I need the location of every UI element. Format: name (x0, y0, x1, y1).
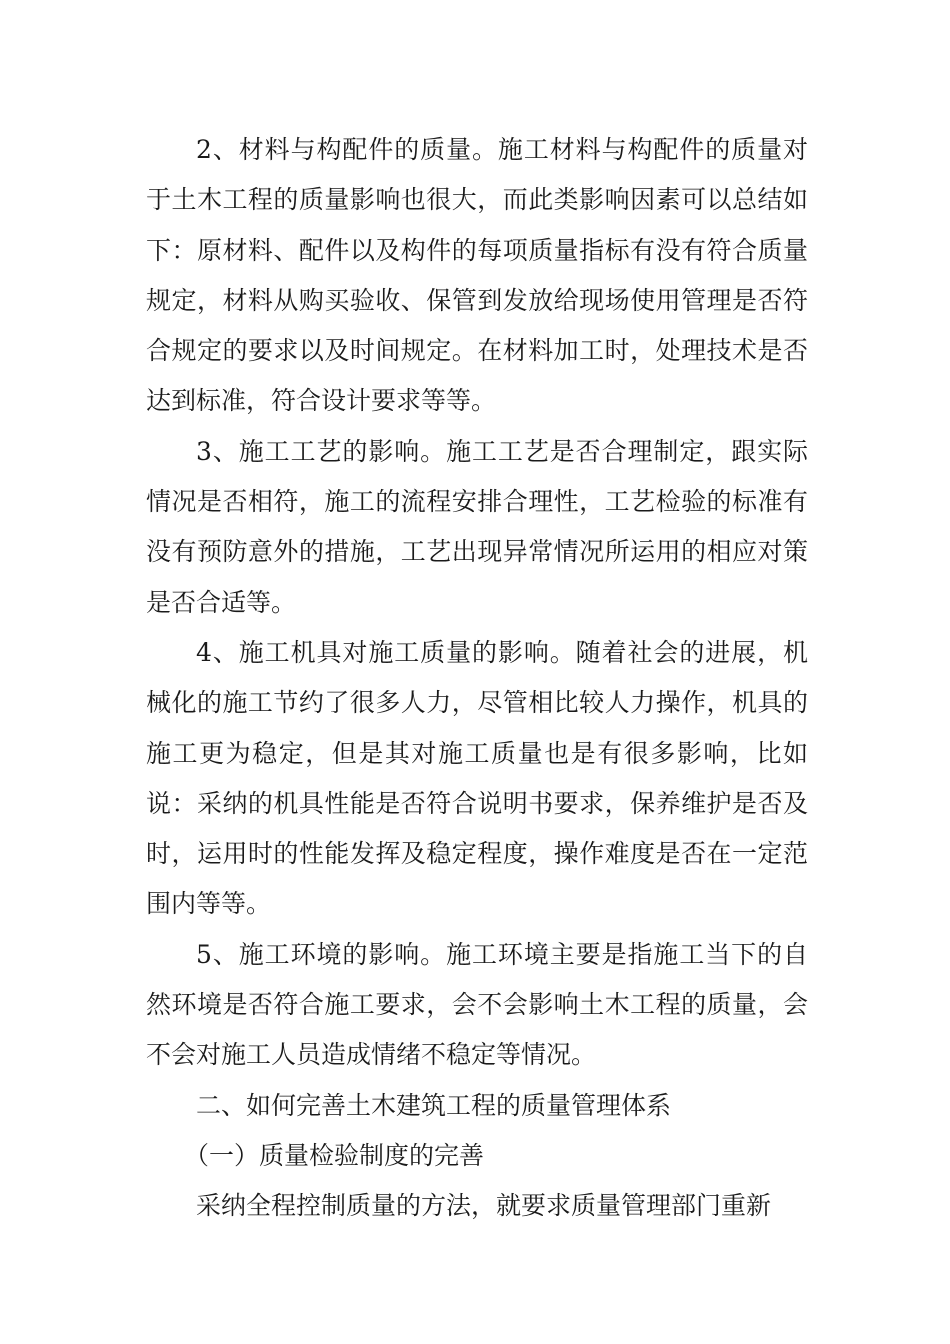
subsection-heading: （一）质量检验制度的完善 (184, 1140, 485, 1170)
paragraph-environment: 5、施工环境的影响。施工环境主要是指施工当下的自然环境是否符合施工要求，会不会影响土木工程的质量，会不会对施工人员造成情绪不稳定等情况。 (146, 939, 808, 1070)
paragraph-machinery: 4、施工机具对施工质量的影响。随着社会的进展，机械化的施工节约了很多人力，尽管相比较人力操作，机具的施工更为稳定，但是其对施工质量也是有很多影响，比如说：采纳的机具性能是否符合说明书要求，保养维护是否及时，运用时的性能发挥及稳定程度，操作难度是否在一定范围内等等。 (146, 637, 808, 919)
paragraph-process: 3、施工工艺的影响。施工工艺是否合理制定，跟实际情况是否相符，施工的流程安排合理性，工艺检验的标准有没有预防意外的措施，工艺出现异常情况所运用的相应对策是否合适等。 (146, 436, 808, 617)
paragraph-inspection: 采纳全程控制质量的方法，就要求质量管理部门重新 (196, 1191, 772, 1221)
paragraph-materials: 2、材料与构配件的质量。施工材料与构配件的质量对于土木工程的质量影响也很大，而此类影响因素可以总结如下：原材料、配件以及构件的每项质量指标有没有符合质量规定，材料从购买验收、保管到发放给现场使用管理是否符合规定的要求以及时间规定。在材料加工时，处理技术是否达到标准，符合设计要求等等。 (146, 135, 808, 416)
document-body (146, 125, 808, 1232)
section-heading: 二、如何完善土木建筑工程的质量管理体系 (196, 1090, 672, 1120)
